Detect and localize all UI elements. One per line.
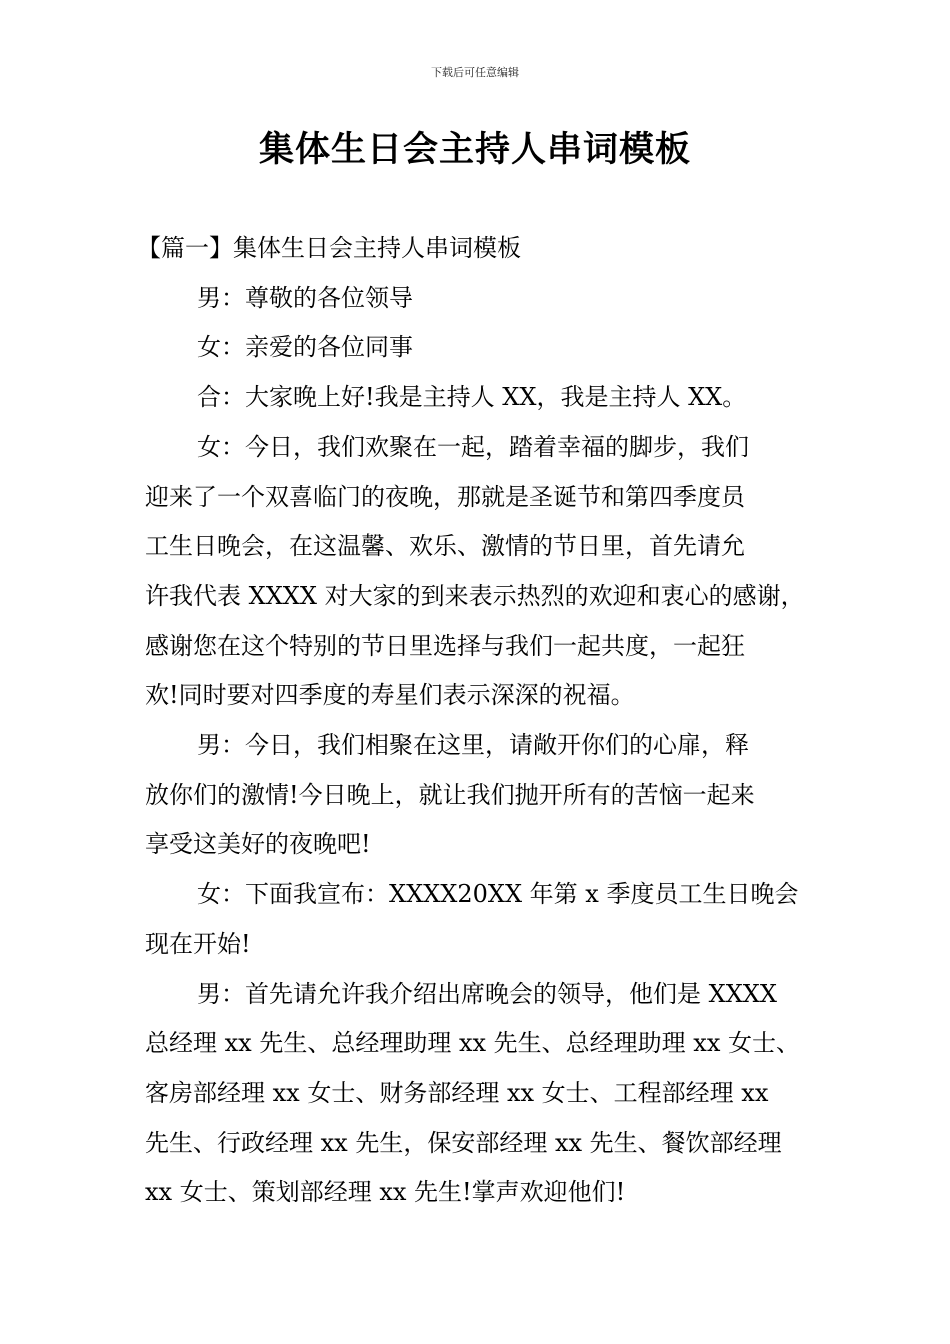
- paragraph-4: [145, 423, 825, 721]
- paragraph-line: xx 女士、策划部经理 xx 先生!掌声欢迎他们!: [145, 1178, 626, 1207]
- paragraph-line: 感谢您在这个特别的节日里选择与我们一起共度，一起狂: [145, 631, 745, 660]
- paragraph-7: [145, 970, 825, 1219]
- paragraph-line: 总经理 xx 先生、总经理助理 xx 先生、总经理助理 xx 女士、: [145, 1029, 800, 1058]
- document-title: 集体生日会主持人串词模板: [258, 130, 691, 170]
- paragraph-line: 先生、行政经理 xx 先生，保安部经理 xx 先生、餐饮部经理: [145, 1128, 782, 1157]
- paragraph-line: 女：今日，我们欢聚在一起，踏着幸福的脚步，我们: [197, 432, 749, 461]
- header-note: 下载后可任意编辑: [431, 66, 519, 79]
- paragraph-line: 迎来了一个双喜临门的夜晚，那就是圣诞节和第四季度员: [145, 482, 745, 511]
- paragraph-5: [145, 721, 825, 870]
- paragraph-line: 放你们的激情!今日晚上，就让我们抛开所有的苦恼一起来: [145, 780, 755, 809]
- paragraph-2: [145, 323, 825, 373]
- section-heading: 【篇一】集体生日会主持人串词模板: [137, 234, 521, 262]
- paragraph-line: 女：下面我宣布：XXXX20XX 年第 x 季度员工生日晚会: [197, 880, 799, 909]
- paragraph-6: [145, 870, 825, 969]
- paragraph-3: [145, 373, 825, 423]
- paragraph-line: 许我代表 XXXX 对大家的到来表示热烈的欢迎和衷心的感谢，: [145, 581, 805, 610]
- paragraph-line: 客房部经理 xx 女士、财务部经理 xx 女士、工程部经理 xx: [145, 1078, 769, 1107]
- paragraph-line: 欢!同时要对四季度的寿星们表示深深的祝福。: [145, 681, 635, 710]
- document-body: [137, 224, 825, 1218]
- paragraph-line: 享受这美好的夜晚吧!: [145, 830, 371, 859]
- paragraph-line: 男：尊敬的各位领导: [197, 283, 413, 312]
- paragraph-line: 现在开始!: [145, 929, 251, 958]
- paragraph-line: 女：亲爱的各位同事: [197, 333, 413, 362]
- paragraph-line: 男：首先请允许我介绍出席晚会的领导，他们是 XXXX: [197, 979, 777, 1008]
- paragraph-line: 合：大家晚上好!我是主持人 XX，我是主持人 XX。: [197, 383, 747, 412]
- paragraph-line: 男：今日，我们相聚在这里，请敞开你们的心扉，释: [197, 731, 749, 760]
- paragraph-1: [145, 274, 825, 324]
- paragraph-line: 工生日晚会，在这温馨、欢乐、激情的节日里，首先请允: [145, 532, 745, 561]
